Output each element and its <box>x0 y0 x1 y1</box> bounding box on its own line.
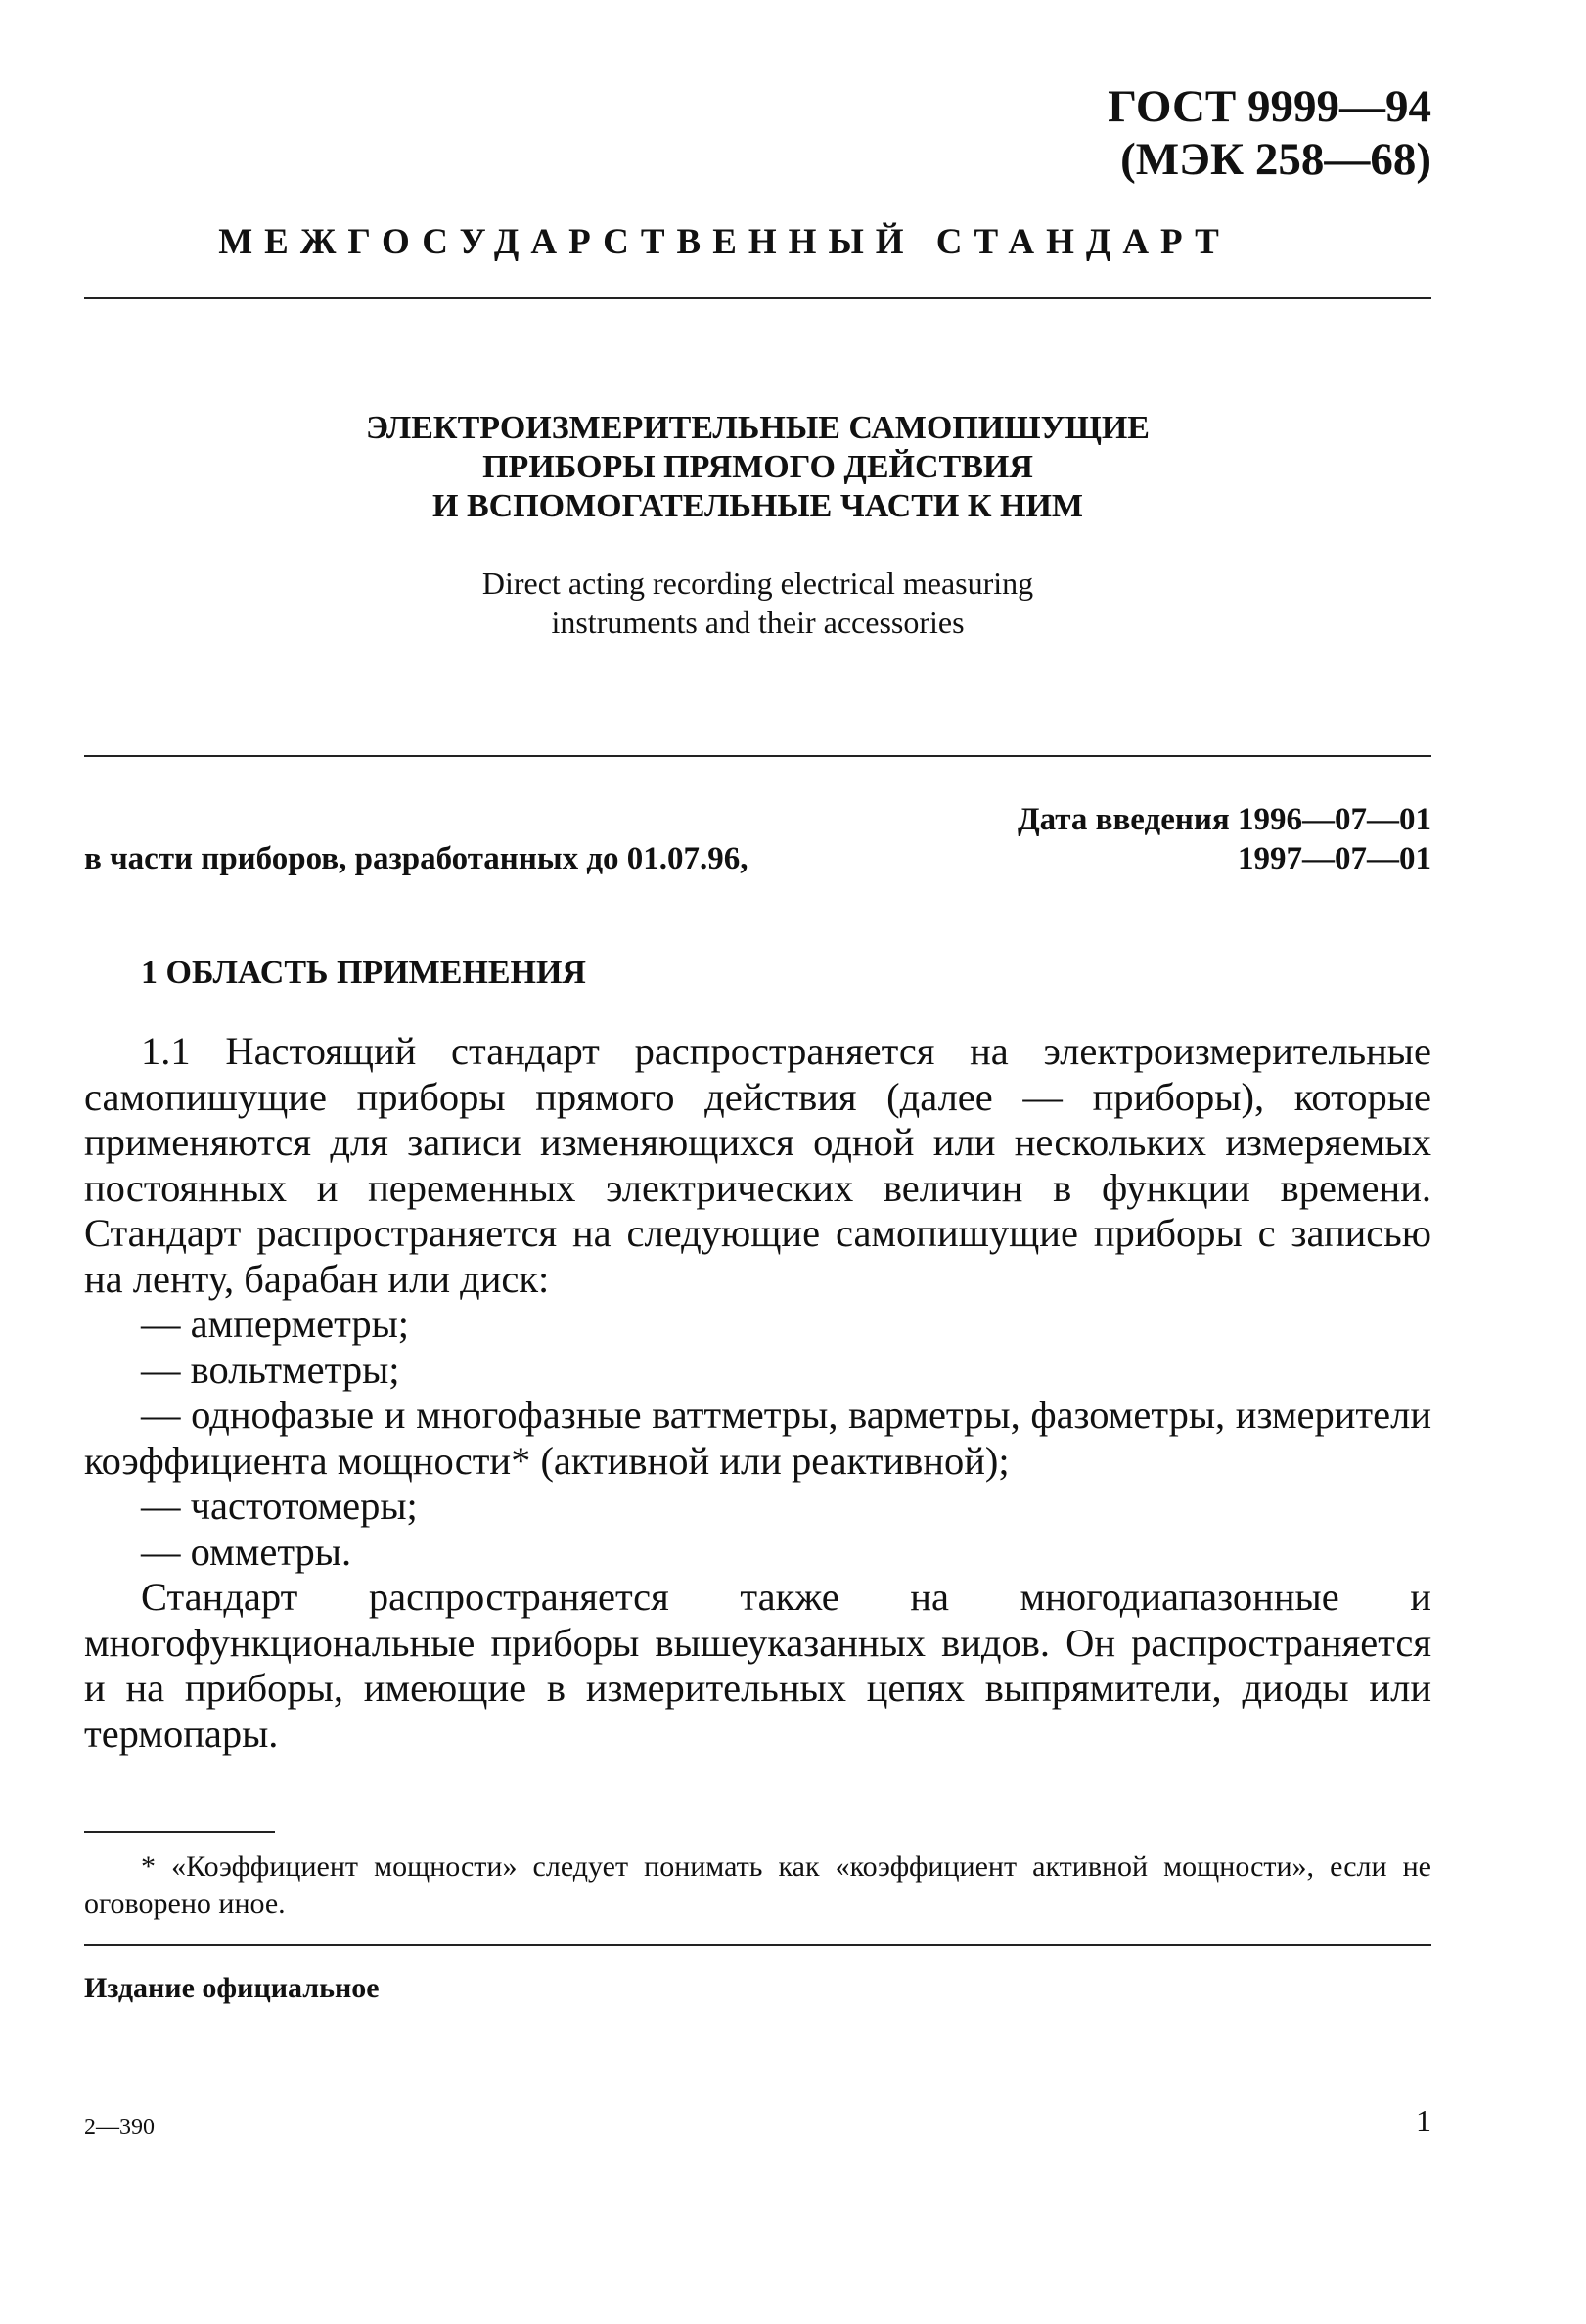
list-item: — частотомеры; <box>141 1484 418 1528</box>
order-code: 2—390 <box>84 2115 155 2140</box>
document-title-en <box>84 563 1431 642</box>
interstate-standard-heading: МЕЖГОСУДАРСТВЕННЫЙ СТАНДАРТ <box>218 222 1231 262</box>
document-title-ru <box>84 409 1431 526</box>
title-ru-line-2: ПРИБОРЫ ПРЯМОГО ДЕЙСТВИЯ <box>482 449 1033 485</box>
list-item: — омметры. <box>141 1529 352 1574</box>
introduction-date: Дата введения 1996—07—01 <box>1017 802 1431 837</box>
section-body <box>84 1029 1431 1757</box>
section-heading: 1 ОБЛАСТЬ ПРИМЕНЕНИЯ <box>141 955 586 991</box>
title-ru-line-3: И ВСПОМОГАТЕЛЬНЫЕ ЧАСТИ К НИМ <box>432 488 1083 524</box>
second-introduction-date: 1997—07—01 <box>1238 841 1431 876</box>
gost-number: ГОСТ 9999—94 <box>1108 81 1431 132</box>
footnote-divider <box>84 1831 275 1833</box>
footer-divider <box>84 1944 1431 1946</box>
paragraph-1-1: 1.1 Настоящий стандарт распространяется на электроизмерительные самопишущие приборы прямого действия (далее — приборы), которые применяются для записи изменяющихся одной или нескольких измеряемых постоянных и переменных электрических величин в функции времени. Стандарт распространяется на следующие самопишущие приборы с записью на ленту, барабан или диск: <box>84 1029 1431 1301</box>
list-item: — амперметры; <box>141 1302 410 1346</box>
edition-label: Издание официальное <box>84 1972 380 2004</box>
gost-designation <box>1108 80 1431 186</box>
title-en-line-1: Direct acting recording electrical measuring <box>481 565 1034 601</box>
introduction-dates <box>1018 800 1431 878</box>
title-divider <box>84 755 1431 757</box>
iec-number: (МЭК 258—68) <box>1120 134 1431 185</box>
title-en-line-2: instruments and their accessories <box>551 604 965 640</box>
title-ru-line-1: ЭЛЕКТРОИЗМЕРИТЕЛЬНЫЕ САМОПИШУЩИЕ <box>366 410 1150 446</box>
list-item: — вольтметры; <box>141 1347 400 1392</box>
date-note: в части приборов, разработанных до 01.07.96, <box>84 841 748 876</box>
footnote: * «Коэффициент мощности» следует понимать как «коэффициент активной мощности», если не оговорено иное. <box>84 1851 1431 1920</box>
paragraph-scope-extension: Стандарт распространяется также на многодиапазонные и многофункциональные приборы вышеуказанных видов. Он распространяется и на приборы, имеющие в измерительных цепях выпрямители, диоды или термопары. <box>84 1575 1431 1756</box>
top-divider <box>84 297 1431 299</box>
list-item: — однофазые и многофазные ваттметры, варметры, фазометры, измерители коэффициента мощности* (активной или реактивной); <box>84 1393 1431 1483</box>
page-number: 1 <box>1416 2103 1431 2138</box>
